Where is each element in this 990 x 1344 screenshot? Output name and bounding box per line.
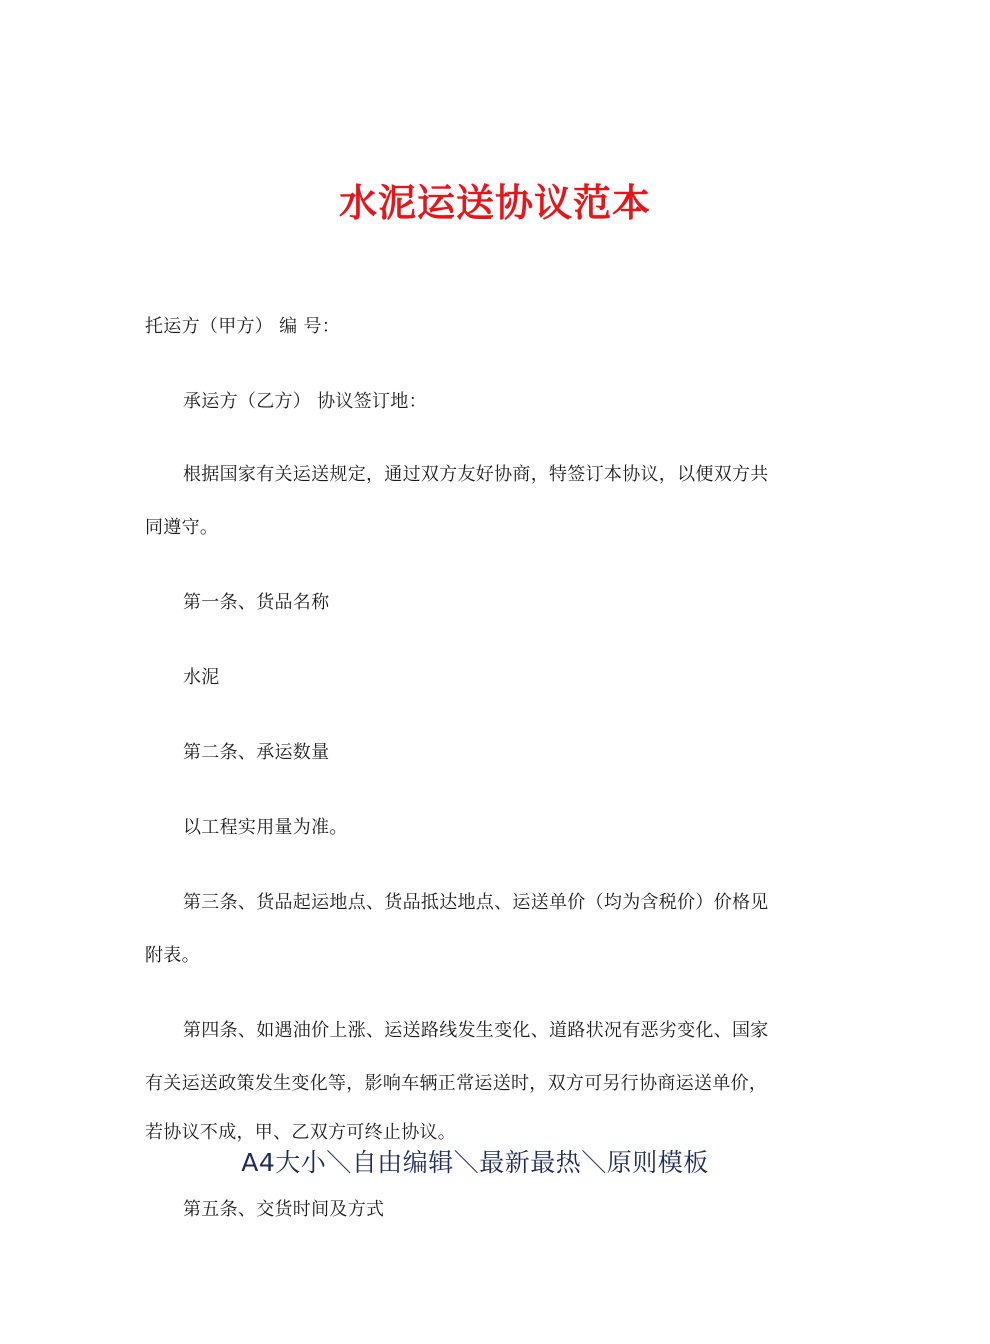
article-4-line-1: 第四条、如遇油价上涨、运送路线发生变化、道路状况有恶劣变化、国家 xyxy=(183,1020,769,1041)
carrier-line: 承运方（乙方） 协议签订地： xyxy=(183,391,427,412)
article-4-line-3: 若协议不成，甲、乙双方可终止协议。 xyxy=(145,1122,457,1143)
article-5-heading: 第五条、交货时间及方式 xyxy=(183,1199,385,1220)
article-2-heading: 第二条、承运数量 xyxy=(183,742,330,763)
article-1-heading: 第一条、货品名称 xyxy=(183,592,330,613)
consignor-line: 托运方（甲方） 编 号： xyxy=(145,316,341,337)
preamble-line-2: 同遵守。 xyxy=(145,517,219,538)
article-4-line-3-clipped xyxy=(0,1122,950,1143)
article-3-line-1: 第三条、货品起运地点、货品抵达地点、运送单价（均为含税价）价格见 xyxy=(183,892,769,913)
document-title: 水泥运送协议范本 xyxy=(338,181,651,225)
article-2-body: 以工程实用量为准。 xyxy=(183,817,348,838)
article-4-line-2: 有关运送政策发生变化等，影响车辆正常运送时，双方可另行协商运送单价， xyxy=(145,1073,768,1094)
article-1-body: 水泥 xyxy=(183,667,220,688)
template-banner: A4大小＼自由编辑＼最新最热＼原则模板 xyxy=(241,1148,709,1177)
article-5-heading-clipped xyxy=(0,1199,950,1223)
article-3-line-2: 附表。 xyxy=(145,945,200,966)
preamble-line-1: 根据国家有关运送规定，通过双方友好协商，特签订本协议，以便双方共 xyxy=(183,464,769,485)
